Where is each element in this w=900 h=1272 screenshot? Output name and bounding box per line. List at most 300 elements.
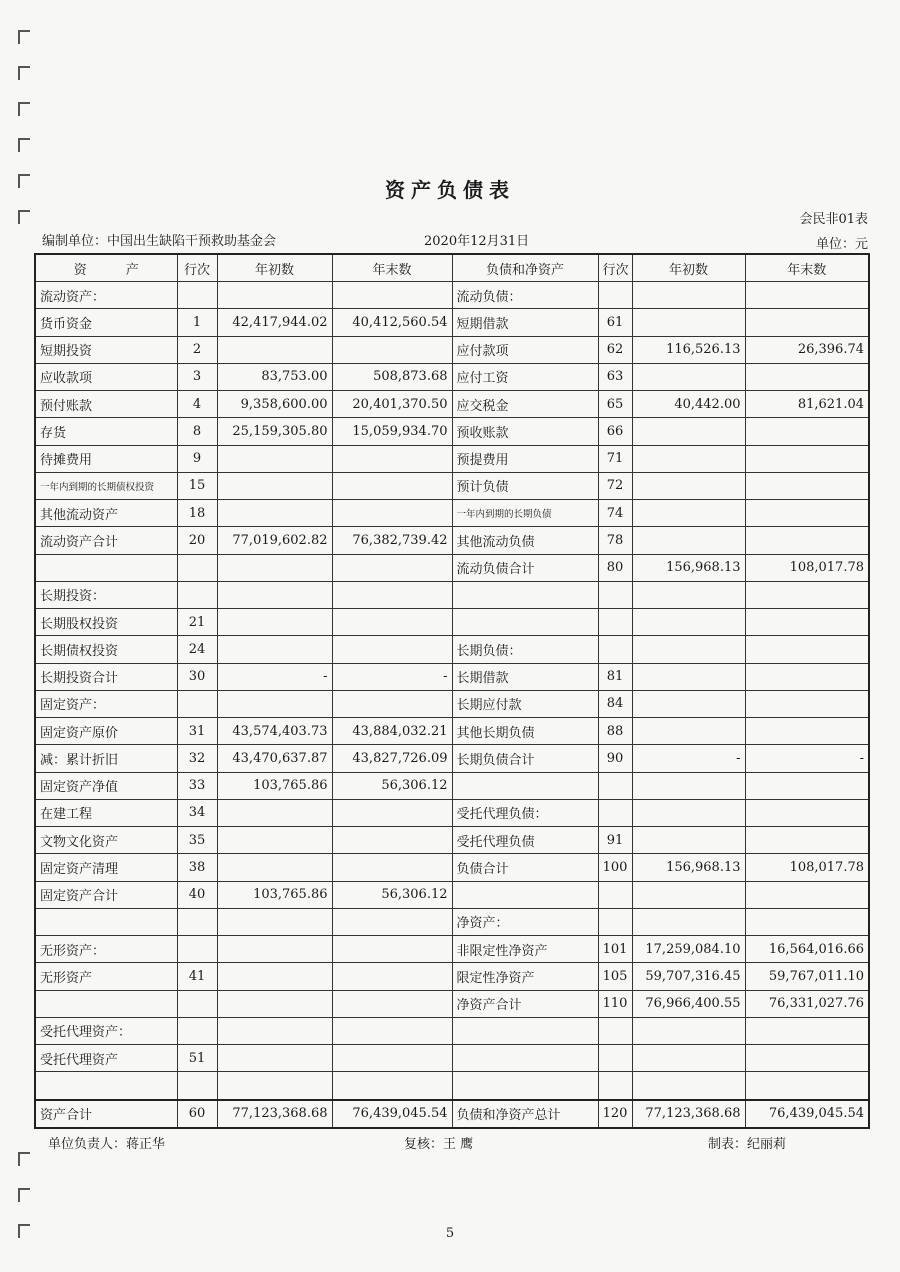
liability-end-value <box>745 472 869 499</box>
asset-begin-value <box>217 472 332 499</box>
liability-begin-value <box>632 1017 745 1044</box>
liability-item: 非限定性净资产 <box>452 936 598 963</box>
asset-line-no: 35 <box>177 827 217 854</box>
table-row <box>35 1045 869 1072</box>
asset-begin-value <box>217 963 332 990</box>
asset-begin-value <box>217 1072 332 1100</box>
liability-item: 其他长期负债 <box>452 718 598 745</box>
liability-line-no <box>598 799 632 826</box>
liability-line-no: 63 <box>598 363 632 390</box>
binder-punch-mark <box>18 102 30 116</box>
table-row <box>35 527 869 554</box>
asset-end-value <box>332 636 452 663</box>
liability-begin-value <box>632 881 745 908</box>
header-liabilities: 负债和净资产 <box>452 254 598 282</box>
liability-item: 流动负债合计 <box>452 554 598 581</box>
asset-begin-value <box>217 282 332 309</box>
liability-line-no: 100 <box>598 854 632 881</box>
table-row <box>35 881 869 908</box>
liability-end-value <box>745 1017 869 1044</box>
asset-begin-value <box>217 827 332 854</box>
asset-end-value: 40,412,560.54 <box>332 309 452 336</box>
asset-item: 减：累计折旧 <box>35 745 177 772</box>
liability-item: 长期负债合计 <box>452 745 598 772</box>
liability-item <box>452 581 598 608</box>
table-row <box>35 1100 869 1129</box>
liability-line-no <box>598 881 632 908</box>
liability-item: 长期借款 <box>452 663 598 690</box>
asset-end-value <box>332 609 452 636</box>
asset-begin-value: 25,159,305.80 <box>217 418 332 445</box>
table-row <box>35 827 869 854</box>
asset-begin-value: 103,765.86 <box>217 772 332 799</box>
asset-item: 固定资产： <box>35 690 177 717</box>
liability-begin-value <box>632 282 745 309</box>
liability-end-value: 59,767,011.10 <box>745 963 869 990</box>
liability-end-value <box>745 908 869 935</box>
asset-item: 在建工程 <box>35 799 177 826</box>
liability-line-no: 120 <box>598 1100 632 1129</box>
binder-punch-mark <box>18 138 30 152</box>
asset-item: 其他流动资产 <box>35 500 177 527</box>
liability-line-no <box>598 282 632 309</box>
asset-begin-value <box>217 690 332 717</box>
asset-item <box>35 990 177 1017</box>
header-row <box>35 254 869 282</box>
asset-begin-value: 43,574,403.73 <box>217 718 332 745</box>
asset-item: 资产合计 <box>35 1100 177 1129</box>
liability-item <box>452 772 598 799</box>
table-row <box>35 690 869 717</box>
liability-begin-value <box>632 500 745 527</box>
asset-end-value <box>332 1072 452 1100</box>
liability-line-no <box>598 1017 632 1044</box>
asset-end-value <box>332 827 452 854</box>
asset-item: 存货 <box>35 418 177 445</box>
asset-line-no: 9 <box>177 445 217 472</box>
asset-item <box>35 908 177 935</box>
liability-line-no: 78 <box>598 527 632 554</box>
liability-end-value: 26,396.74 <box>745 336 869 363</box>
header-line-no: 行次 <box>177 254 217 282</box>
asset-end-value <box>332 500 452 527</box>
asset-line-no: 30 <box>177 663 217 690</box>
asset-item: 固定资产合计 <box>35 881 177 908</box>
liability-begin-value: 40,442.00 <box>632 391 745 418</box>
binder-punch-mark <box>18 1188 30 1202</box>
liability-item: 预提费用 <box>452 445 598 472</box>
balance-sheet-table <box>34 253 870 1129</box>
liability-end-value <box>745 772 869 799</box>
asset-line-no <box>177 554 217 581</box>
liability-end-value <box>745 718 869 745</box>
liability-begin-value <box>632 527 745 554</box>
header-end-balance: 年末数 <box>332 254 452 282</box>
asset-begin-value <box>217 799 332 826</box>
liability-end-value: 108,017.78 <box>745 854 869 881</box>
liability-end-value <box>745 282 869 309</box>
table-row <box>35 908 869 935</box>
liability-item: 净资产合计 <box>452 990 598 1017</box>
liability-line-no: 110 <box>598 990 632 1017</box>
liability-end-value <box>745 663 869 690</box>
asset-end-value <box>332 963 452 990</box>
asset-item: 固定资产原价 <box>35 718 177 745</box>
header-end-balance: 年末数 <box>745 254 869 282</box>
asset-end-value <box>332 854 452 881</box>
liability-end-value: 16,564,016.66 <box>745 936 869 963</box>
asset-line-no: 32 <box>177 745 217 772</box>
liability-item: 应付款项 <box>452 336 598 363</box>
liability-begin-value <box>632 663 745 690</box>
table-row <box>35 1017 869 1044</box>
liability-line-no: 88 <box>598 718 632 745</box>
table-row <box>35 636 869 663</box>
table-row <box>35 745 869 772</box>
responsible-person: 单位负责人：蒋正华 <box>48 1137 166 1152</box>
currency-unit: 单位：元 <box>815 237 868 252</box>
liability-end-value <box>745 581 869 608</box>
table-row <box>35 309 869 336</box>
asset-end-value <box>332 1045 452 1072</box>
asset-line-no: 15 <box>177 472 217 499</box>
asset-line-no <box>177 282 217 309</box>
liability-end-value <box>745 609 869 636</box>
liability-line-no: 61 <box>598 309 632 336</box>
table-row <box>35 554 869 581</box>
liability-line-no <box>598 581 632 608</box>
asset-line-no <box>177 990 217 1017</box>
liability-line-no: 105 <box>598 963 632 990</box>
table-row <box>35 363 869 390</box>
liability-begin-value: 116,526.13 <box>632 336 745 363</box>
asset-line-no: 24 <box>177 636 217 663</box>
asset-begin-value <box>217 609 332 636</box>
liability-begin-value <box>632 418 745 445</box>
asset-end-value: 76,382,739.42 <box>332 527 452 554</box>
asset-end-value <box>332 990 452 1017</box>
liability-item: 流动负债： <box>452 282 598 309</box>
asset-begin-value <box>217 636 332 663</box>
liability-begin-value <box>632 445 745 472</box>
liability-begin-value <box>632 363 745 390</box>
asset-end-value: 20,401,370.50 <box>332 391 452 418</box>
preparer: 制表：纪丽莉 <box>708 1137 787 1152</box>
liability-begin-value <box>632 772 745 799</box>
form-number: 会民非01表 <box>799 212 868 227</box>
liability-begin-value <box>632 609 745 636</box>
binder-punch-mark <box>18 30 30 44</box>
liability-item <box>452 881 598 908</box>
liability-end-value <box>745 827 869 854</box>
liability-item <box>452 1017 598 1044</box>
asset-line-no: 20 <box>177 527 217 554</box>
liability-item: 限定性净资产 <box>452 963 598 990</box>
asset-line-no: 1 <box>177 309 217 336</box>
liability-line-no: 90 <box>598 745 632 772</box>
liability-line-no <box>598 1072 632 1100</box>
asset-begin-value: 77,123,368.68 <box>217 1100 332 1129</box>
header-begin-balance: 年初数 <box>632 254 745 282</box>
asset-end-value <box>332 799 452 826</box>
asset-item: 长期投资： <box>35 581 177 608</box>
asset-item: 长期投资合计 <box>35 663 177 690</box>
table-row <box>35 282 869 309</box>
asset-item: 预付账款 <box>35 391 177 418</box>
page-number: 5 <box>445 1226 455 1241</box>
asset-begin-value <box>217 500 332 527</box>
asset-end-value <box>332 690 452 717</box>
asset-line-no <box>177 936 217 963</box>
asset-line-no: 51 <box>177 1045 217 1072</box>
liability-end-value <box>745 881 869 908</box>
asset-item: 受托代理资产： <box>35 1017 177 1044</box>
asset-begin-value: 83,753.00 <box>217 363 332 390</box>
liability-end-value: 76,331,027.76 <box>745 990 869 1017</box>
asset-end-value <box>332 936 452 963</box>
asset-end-value <box>332 472 452 499</box>
asset-line-no: 40 <box>177 881 217 908</box>
liability-line-no <box>598 609 632 636</box>
liability-line-no <box>598 636 632 663</box>
liability-line-no: 74 <box>598 500 632 527</box>
liability-item: 应付工资 <box>452 363 598 390</box>
liability-begin-value <box>632 827 745 854</box>
asset-end-value <box>332 336 452 363</box>
liability-item: 其他流动负债 <box>452 527 598 554</box>
binder-punch-mark <box>18 1152 30 1166</box>
asset-end-value: 508,873.68 <box>332 363 452 390</box>
liability-end-value <box>745 309 869 336</box>
liability-begin-value: 59,707,316.45 <box>632 963 745 990</box>
asset-end-value: 43,884,032.21 <box>332 718 452 745</box>
table-row <box>35 500 869 527</box>
liability-line-no: 101 <box>598 936 632 963</box>
asset-item: 受托代理资产 <box>35 1045 177 1072</box>
asset-line-no <box>177 581 217 608</box>
header-line-no: 行次 <box>598 254 632 282</box>
liability-begin-value: 77,123,368.68 <box>632 1100 745 1129</box>
header-begin-balance: 年初数 <box>217 254 332 282</box>
asset-end-value: 56,306.12 <box>332 881 452 908</box>
liability-end-value <box>745 1072 869 1100</box>
liability-end-value <box>745 1045 869 1072</box>
liability-item: 负债合计 <box>452 854 598 881</box>
asset-begin-value <box>217 1045 332 1072</box>
asset-end-value <box>332 1017 452 1044</box>
asset-end-value: 43,827,726.09 <box>332 745 452 772</box>
liability-end-value <box>745 636 869 663</box>
asset-begin-value: 43,470,637.87 <box>217 745 332 772</box>
liability-begin-value <box>632 908 745 935</box>
liability-end-value <box>745 500 869 527</box>
liability-item: 受托代理负债： <box>452 799 598 826</box>
liability-begin-value: - <box>632 745 745 772</box>
asset-line-no: 41 <box>177 963 217 990</box>
table-row <box>35 772 869 799</box>
table-row <box>35 854 869 881</box>
asset-begin-value: 42,417,944.02 <box>217 309 332 336</box>
table-row <box>35 418 869 445</box>
liability-item: 预计负债 <box>452 472 598 499</box>
liability-begin-value: 76,966,400.55 <box>632 990 745 1017</box>
liability-begin-value <box>632 799 745 826</box>
liability-item: 净资产： <box>452 908 598 935</box>
asset-item: 流动资产合计 <box>35 527 177 554</box>
liability-line-no: 72 <box>598 472 632 499</box>
table-row <box>35 336 869 363</box>
asset-begin-value <box>217 1017 332 1044</box>
asset-item: 长期股权投资 <box>35 609 177 636</box>
liability-begin-value <box>632 472 745 499</box>
asset-end-value <box>332 581 452 608</box>
asset-item: 货币资金 <box>35 309 177 336</box>
liability-begin-value <box>632 690 745 717</box>
asset-line-no <box>177 690 217 717</box>
liability-line-no <box>598 772 632 799</box>
liability-item: 短期借款 <box>452 309 598 336</box>
asset-end-value: - <box>332 663 452 690</box>
table-row <box>35 936 869 963</box>
liability-line-no: 84 <box>598 690 632 717</box>
binder-punch-mark <box>18 66 30 80</box>
liability-end-value <box>745 363 869 390</box>
table-row <box>35 990 869 1017</box>
table-row <box>35 663 869 690</box>
liability-end-value <box>745 445 869 472</box>
asset-end-value <box>332 908 452 935</box>
asset-end-value: 56,306.12 <box>332 772 452 799</box>
asset-item <box>35 554 177 581</box>
reviewer: 复核：王 鹰 <box>404 1137 474 1152</box>
asset-line-no: 38 <box>177 854 217 881</box>
asset-item: 短期投资 <box>35 336 177 363</box>
asset-item: 固定资产清理 <box>35 854 177 881</box>
liability-line-no <box>598 908 632 935</box>
asset-begin-value: 9,358,600.00 <box>217 391 332 418</box>
liability-line-no: 62 <box>598 336 632 363</box>
liability-line-no: 65 <box>598 391 632 418</box>
liability-begin-value: 156,968.13 <box>632 554 745 581</box>
liability-item <box>452 609 598 636</box>
table-row <box>35 609 869 636</box>
asset-end-value: 15,059,934.70 <box>332 418 452 445</box>
table-row <box>35 799 869 826</box>
asset-begin-value <box>217 445 332 472</box>
table-row <box>35 472 869 499</box>
table-row <box>35 963 869 990</box>
liability-end-value: 81,621.04 <box>745 391 869 418</box>
asset-end-value <box>332 282 452 309</box>
liability-item: 应交税金 <box>452 391 598 418</box>
asset-line-no: 60 <box>177 1100 217 1129</box>
asset-line-no <box>177 1072 217 1100</box>
asset-line-no: 31 <box>177 718 217 745</box>
asset-line-no: 21 <box>177 609 217 636</box>
asset-begin-value <box>217 908 332 935</box>
asset-line-no <box>177 908 217 935</box>
asset-item: 流动资产： <box>35 282 177 309</box>
liability-line-no: 80 <box>598 554 632 581</box>
liability-begin-value <box>632 718 745 745</box>
liability-begin-value: 156,968.13 <box>632 854 745 881</box>
asset-line-no <box>177 1017 217 1044</box>
asset-begin-value <box>217 854 332 881</box>
liability-line-no: 81 <box>598 663 632 690</box>
asset-end-value: 76,439,045.54 <box>332 1100 452 1129</box>
liability-begin-value <box>632 309 745 336</box>
liability-line-no: 66 <box>598 418 632 445</box>
report-date: 2020年12月31日 <box>424 234 530 249</box>
table-row <box>35 718 869 745</box>
asset-begin-value <box>217 581 332 608</box>
asset-line-no: 2 <box>177 336 217 363</box>
liability-end-value <box>745 418 869 445</box>
liability-item: 一年内到期的长期负债 <box>452 500 598 527</box>
asset-item: 应收款项 <box>35 363 177 390</box>
liability-line-no: 91 <box>598 827 632 854</box>
liability-line-no <box>598 1045 632 1072</box>
table-row <box>35 391 869 418</box>
asset-begin-value: 103,765.86 <box>217 881 332 908</box>
liability-end-value: 108,017.78 <box>745 554 869 581</box>
liability-item: 预收账款 <box>452 418 598 445</box>
liability-begin-value: 17,259,084.10 <box>632 936 745 963</box>
asset-item: 固定资产净值 <box>35 772 177 799</box>
liability-end-value <box>745 690 869 717</box>
asset-begin-value <box>217 990 332 1017</box>
asset-item: 长期债权投资 <box>35 636 177 663</box>
asset-item: 一年内到期的长期债权投资 <box>35 472 177 499</box>
asset-item <box>35 1072 177 1100</box>
table-row <box>35 581 869 608</box>
liability-end-value <box>745 527 869 554</box>
asset-line-no: 18 <box>177 500 217 527</box>
asset-end-value <box>332 554 452 581</box>
organization: 编制单位：中国出生缺陷干预救助基金会 <box>42 234 277 249</box>
liability-item <box>452 1072 598 1100</box>
binder-punch-mark <box>18 210 30 224</box>
asset-begin-value <box>217 336 332 363</box>
liability-item <box>452 1045 598 1072</box>
asset-begin-value <box>217 936 332 963</box>
asset-item: 无形资产： <box>35 936 177 963</box>
asset-line-no: 34 <box>177 799 217 826</box>
asset-item: 待摊费用 <box>35 445 177 472</box>
liability-item: 受托代理负债 <box>452 827 598 854</box>
liability-begin-value <box>632 1072 745 1100</box>
liability-begin-value <box>632 1045 745 1072</box>
asset-line-no: 33 <box>177 772 217 799</box>
asset-item: 无形资产 <box>35 963 177 990</box>
asset-begin-value <box>217 554 332 581</box>
liability-end-value: 76,439,045.54 <box>745 1100 869 1129</box>
liability-begin-value <box>632 581 745 608</box>
liability-item: 长期应付款 <box>452 690 598 717</box>
liability-end-value: - <box>745 745 869 772</box>
asset-line-no: 3 <box>177 363 217 390</box>
asset-line-no: 8 <box>177 418 217 445</box>
liability-end-value <box>745 799 869 826</box>
asset-end-value <box>332 445 452 472</box>
table-row <box>35 1072 869 1100</box>
asset-begin-value: 77,019,602.82 <box>217 527 332 554</box>
liability-line-no: 71 <box>598 445 632 472</box>
liability-item: 长期负债： <box>452 636 598 663</box>
header-assets: 资 产 <box>35 254 177 282</box>
document-title: 资产负债表 <box>385 178 515 202</box>
liability-begin-value <box>632 636 745 663</box>
